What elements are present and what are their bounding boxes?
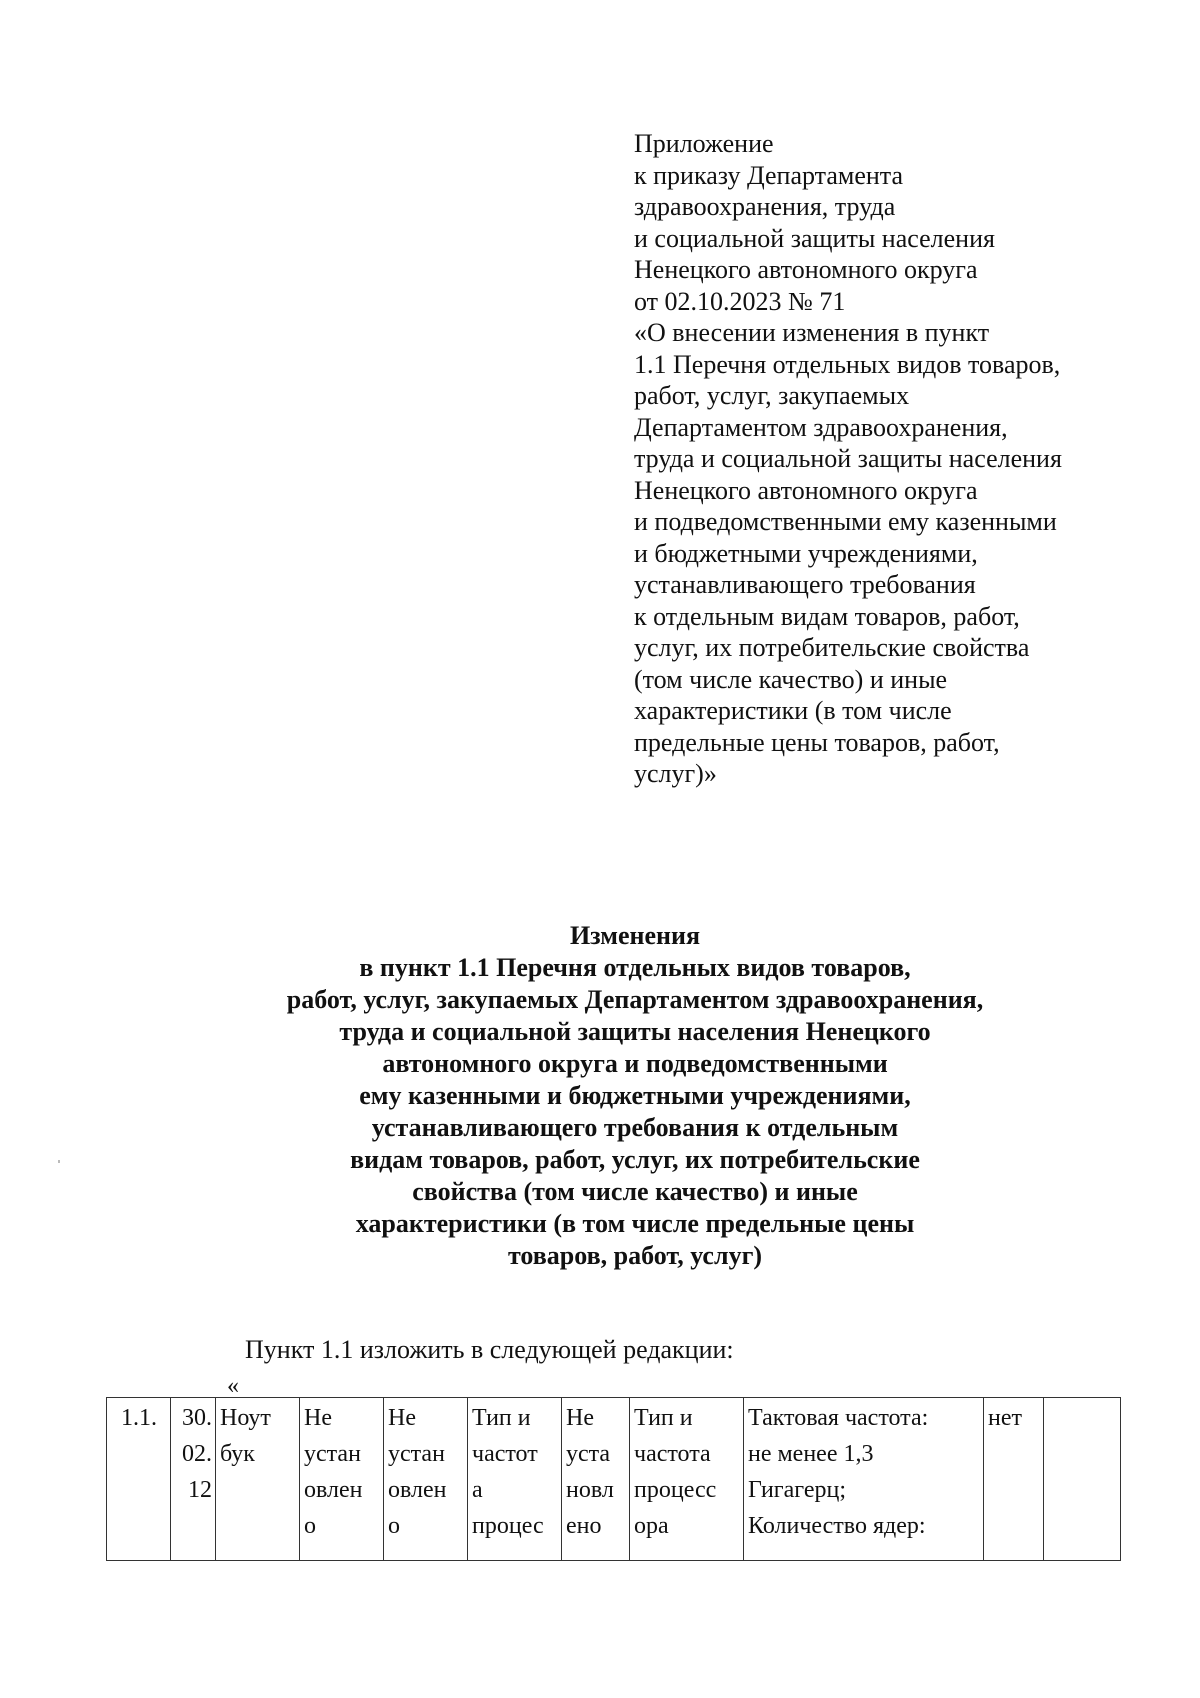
cell-line: 1.1. xyxy=(121,1405,157,1431)
cell-line: овлен xyxy=(304,1477,363,1503)
table-row xyxy=(107,1398,1121,1561)
cell-line: о xyxy=(304,1513,316,1539)
cell-line: частот xyxy=(472,1441,538,1467)
cell-line: Гигагерц; xyxy=(748,1477,846,1503)
cell-item-number xyxy=(107,1398,171,1561)
cell-line: ора xyxy=(634,1513,669,1539)
cell-line: ено xyxy=(566,1513,602,1539)
cell-no xyxy=(984,1398,1044,1561)
cell-characteristics xyxy=(744,1398,984,1561)
cell-not-set-3 xyxy=(562,1398,630,1561)
appendix-line: Ненецкого автономного округа xyxy=(634,255,978,284)
cell-line: новл xyxy=(566,1477,614,1503)
appendix-line: предельные цены товаров, работ, xyxy=(634,727,1000,757)
cell-product-name xyxy=(216,1398,300,1561)
cell-line: устан xyxy=(304,1441,361,1467)
title-line: видам товаров, работ, услуг, их потребительские xyxy=(350,1145,920,1174)
cell-line: Тактовая частота: xyxy=(748,1405,929,1431)
appendix-line: услуг, их потребительские свойства xyxy=(634,633,1030,662)
scan-speck xyxy=(58,1160,60,1163)
cell-line: 02. xyxy=(182,1441,212,1467)
cell-line: Ноут xyxy=(220,1405,271,1431)
appendix-line: труда и социальной защиты населения xyxy=(634,444,1062,473)
title-line: Изменения xyxy=(569,921,701,950)
appendix-line: работ, услуг, закупаемых xyxy=(634,381,910,410)
appendix-line: устанавливающего требования xyxy=(634,570,976,599)
cell-line: Не xyxy=(304,1405,332,1431)
title-line: характеристики (в том числе предельные цены xyxy=(355,1209,915,1238)
cell-line: Количество ядер: xyxy=(748,1513,926,1539)
amendment-table xyxy=(106,1397,1121,1561)
appendix-line: Ненецкого автономного округа xyxy=(634,475,978,505)
intro-text: Пункт 1.1 изложить в следующей редакции: xyxy=(245,1335,734,1364)
title-line: автономного округа и подведомственными xyxy=(382,1049,888,1078)
cell-processor-type-1 xyxy=(468,1398,562,1561)
cell-line: бук xyxy=(220,1441,255,1467)
cell-line: процес xyxy=(472,1513,544,1539)
cell-line: Не xyxy=(388,1405,416,1431)
cell-line: процесс xyxy=(634,1477,717,1503)
appendix-line: (том числе качество) и иные xyxy=(634,664,948,694)
appendix-line: 1.1 Перечня отдельных видов товаров, xyxy=(634,349,1061,379)
title-line: в пункт 1.1 Перечня отдельных видов товаров, xyxy=(359,953,911,982)
title-line: работ, услуг, закупаемых Департаментом здравоохранения, xyxy=(286,985,984,1014)
cell-line: нет xyxy=(988,1405,1022,1431)
title-line: свойства (том числе качество) и иные xyxy=(412,1177,858,1206)
cell-not-set-1 xyxy=(300,1398,384,1561)
cell-okpd-code xyxy=(171,1398,216,1561)
cell-line: частота xyxy=(634,1441,711,1467)
appendix-line: Департаментом здравоохранения, xyxy=(634,412,1008,442)
cell-line: Тип и xyxy=(634,1405,693,1431)
appendix-block xyxy=(634,128,1174,790)
title-line: товаров, работ, услуг) xyxy=(507,1241,763,1270)
cell-line: овлен xyxy=(388,1477,447,1503)
cell-line: о xyxy=(388,1513,400,1539)
cell-not-set-2 xyxy=(384,1398,468,1561)
cell-line: Тип и xyxy=(472,1405,531,1431)
appendix-line: и социальной защиты населения xyxy=(634,223,995,253)
appendix-line: услуг)» xyxy=(634,759,717,788)
cell-processor-type-2 xyxy=(630,1398,744,1561)
cell-line: уста xyxy=(566,1441,611,1467)
opening-quote-mark: « xyxy=(227,1373,239,1399)
appendix-line: характеристики (в том числе xyxy=(634,696,952,725)
appendix-line: и подведомственными ему казенными xyxy=(634,507,1057,536)
cell-line: а xyxy=(472,1477,483,1503)
cell-line: устан xyxy=(388,1441,445,1467)
cell-line: Не xyxy=(566,1405,594,1431)
title-line: ему казенными и бюджетными учреждениями, xyxy=(359,1081,911,1110)
title-line: труда и социальной защиты населения Ненецкого xyxy=(339,1017,931,1046)
appendix-line: Приложение xyxy=(634,129,774,158)
cell-empty xyxy=(1044,1398,1121,1561)
title-line: устанавливающего требования к отдельным xyxy=(371,1113,899,1142)
appendix-line: и бюджетными учреждениями, xyxy=(634,538,978,568)
cell-line: 12 xyxy=(188,1477,212,1503)
appendix-line: здравоохранения, труда xyxy=(634,192,896,221)
appendix-line: к отдельным видам товаров, работ, xyxy=(634,601,1020,631)
document-title xyxy=(180,920,1090,1272)
appendix-line: к приказу Департамента xyxy=(634,160,904,190)
cell-line: не менее 1,3 xyxy=(748,1441,874,1467)
appendix-line: от 02.10.2023 № 71 xyxy=(634,286,846,316)
appendix-line: «О внесении изменения в пункт xyxy=(634,318,990,347)
cell-line: 30. xyxy=(182,1405,212,1431)
